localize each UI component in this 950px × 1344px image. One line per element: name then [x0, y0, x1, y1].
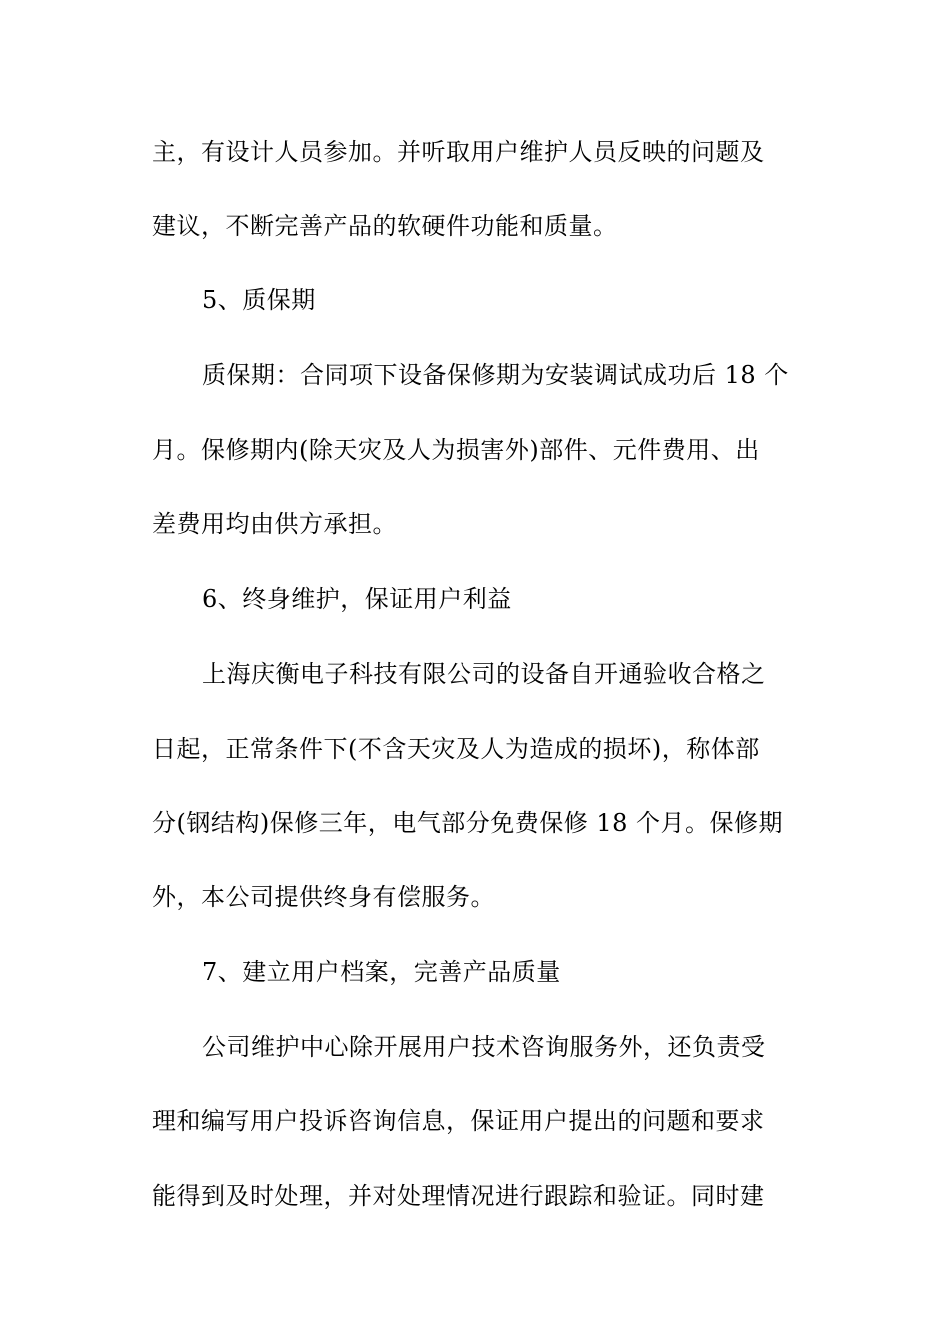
- paragraph-line: 月。保修期内(除天灾及人为损害外)部件、元件费用、出: [152, 436, 760, 464]
- paragraph-line: 建议，不断完善产品的软硬件功能和质量。: [152, 212, 618, 240]
- paragraph-line: 日起，正常条件下(不含天灾及人为造成的损坏)，称体部: [152, 735, 760, 763]
- section-heading: 7、建立用户档案，完善产品质量: [202, 958, 561, 986]
- paragraph-line: 外，本公司提供终身有偿服务。: [152, 883, 495, 911]
- paragraph-line: 主，有设计人员参加。并听取用户维护人员反映的问题及: [152, 138, 765, 166]
- paragraph-line: 理和编写用户投诉咨询信息，保证用户提出的问题和要求: [152, 1107, 765, 1135]
- paragraph-line: 公司维护中心除开展用户技术咨询服务外，还负责受: [202, 1033, 766, 1061]
- paragraph-line: 质保期：合同项下设备保修期为安装调试成功后 18 个: [202, 361, 789, 389]
- paragraph-line: 能得到及时处理，并对处理情况进行跟踪和验证。同时建: [152, 1182, 765, 1210]
- paragraph-line: 差费用均由供方承担。: [152, 510, 397, 538]
- paragraph-line: 上海庆衡电子科技有限公司的设备自开通验收合格之: [202, 660, 766, 688]
- paragraph-line: 分(钢结构)保修三年，电气部分免费保修 18 个月。保修期: [152, 809, 784, 837]
- section-heading: 5、质保期: [202, 286, 316, 314]
- section-heading: 6、终身维护，保证用户利益: [202, 585, 512, 613]
